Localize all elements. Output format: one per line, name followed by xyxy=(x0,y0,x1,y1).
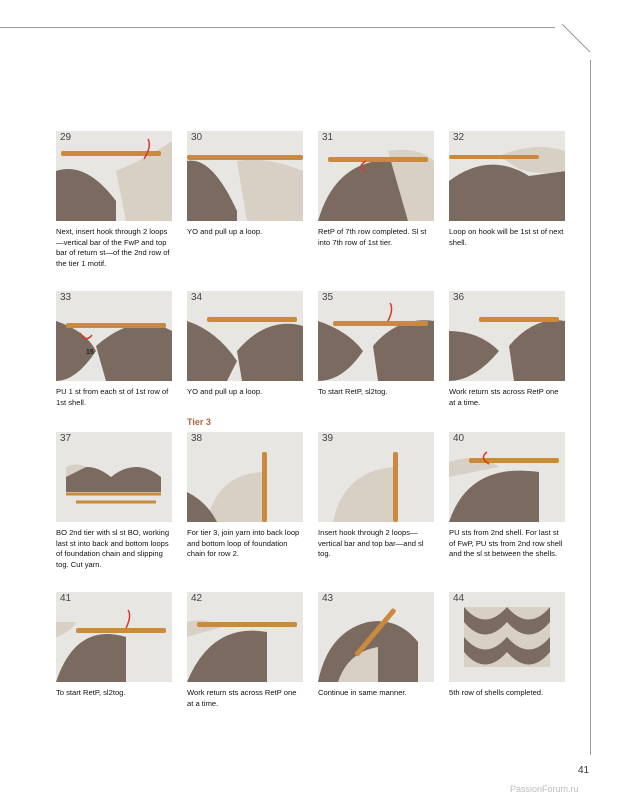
step-number: 41 xyxy=(60,593,72,604)
step-number: 42 xyxy=(191,593,203,604)
step-caption: Continue in same manner. xyxy=(318,688,407,697)
step-34 xyxy=(187,291,303,398)
step-number: 31 xyxy=(322,132,334,143)
step-caption: RetP of 7th row completed. Sl st into 7th row of 1st tier. xyxy=(318,227,427,247)
step-29 xyxy=(56,131,172,269)
step-31-photo xyxy=(318,131,434,221)
step-43-photo xyxy=(318,592,434,682)
step-32 xyxy=(449,131,565,248)
step-36 xyxy=(449,291,565,408)
step-number: 37 xyxy=(60,433,72,444)
step-36-photo xyxy=(449,291,565,381)
step-34-photo xyxy=(187,291,303,381)
step-number: 43 xyxy=(322,593,334,604)
step-43 xyxy=(318,592,434,699)
step-number: 35 xyxy=(322,292,334,303)
step-number: 33 xyxy=(60,292,72,303)
right-rule xyxy=(590,60,591,755)
step-number: 29 xyxy=(60,132,72,143)
tier-heading: Tier 3 xyxy=(187,417,211,427)
step-33 xyxy=(56,291,172,408)
step-38 xyxy=(187,432,303,560)
step-29-photo xyxy=(56,131,172,221)
step-number: 32 xyxy=(453,132,465,143)
step-caption: BO 2nd tier with sl st BO, working last st into back and bottom loops of foundation chain and slipping tog. Cut yarn. xyxy=(56,528,170,569)
corner-fold-mark xyxy=(560,22,594,56)
step-caption: Loop on hook will be 1st st of next shell. xyxy=(449,227,564,247)
step-30-photo xyxy=(187,131,303,221)
step-caption: Work return sts across RetP one at a time. xyxy=(187,688,297,708)
step-number: 34 xyxy=(191,292,203,303)
step-40 xyxy=(449,432,565,560)
step-32-photo xyxy=(449,131,565,221)
step-41 xyxy=(56,592,172,699)
step-caption: To start RetP, sl2tog. xyxy=(318,387,388,396)
step-42-photo xyxy=(187,592,303,682)
step-42 xyxy=(187,592,303,709)
step-caption: YO and pull up a loop. xyxy=(187,387,263,396)
top-rule xyxy=(0,27,555,28)
step-35 xyxy=(318,291,434,398)
step-caption: Next, insert hook through 2 loops—vertical bar of the FwP and top bar of return st—of the 2nd row of the tier 1 motif. xyxy=(56,227,170,268)
step-38-photo xyxy=(187,432,303,522)
step-30 xyxy=(187,131,303,238)
step-caption: YO and pull up a loop. xyxy=(187,227,263,236)
step-caption: Insert hook through 2 loops—vertical bar and top bar—and sl tog. xyxy=(318,528,424,559)
step-caption: PU sts from 2nd shell. For last st of FwP, PU sts from 2nd row shell and the sl st between the shells. xyxy=(449,528,563,559)
step-number: 38 xyxy=(191,433,203,444)
step-number: 40 xyxy=(453,433,465,444)
step-37-photo xyxy=(56,432,172,522)
step-number: 36 xyxy=(453,292,465,303)
step-37 xyxy=(56,432,172,570)
step-40-photo xyxy=(449,432,565,522)
step-41-photo xyxy=(56,592,172,682)
step-caption: PU 1 st from each st of 1st row of 1st shell. xyxy=(56,387,169,407)
step-number: 30 xyxy=(191,132,203,143)
step-number: 39 xyxy=(322,433,334,444)
page-number: 41 xyxy=(578,765,590,776)
step-caption: For tier 3, join yarn into back loop and bottom loop of foundation chain for row 2. xyxy=(187,528,300,559)
watermark: PassionForum.ru xyxy=(510,784,579,794)
step-39-photo xyxy=(318,432,434,522)
step-number: 44 xyxy=(453,593,465,604)
step-caption: Work return sts across RetP one at a time. xyxy=(449,387,559,407)
step-33-photo xyxy=(56,291,172,381)
step-44 xyxy=(449,592,565,699)
stitch-count-label: 15 xyxy=(86,349,94,356)
step-caption: To start RetP, sl2tog. xyxy=(56,688,126,697)
step-caption: 5th row of shells completed. xyxy=(449,688,544,697)
step-35-photo xyxy=(318,291,434,381)
step-39 xyxy=(318,432,434,560)
step-44-photo xyxy=(449,592,565,682)
step-31 xyxy=(318,131,434,248)
